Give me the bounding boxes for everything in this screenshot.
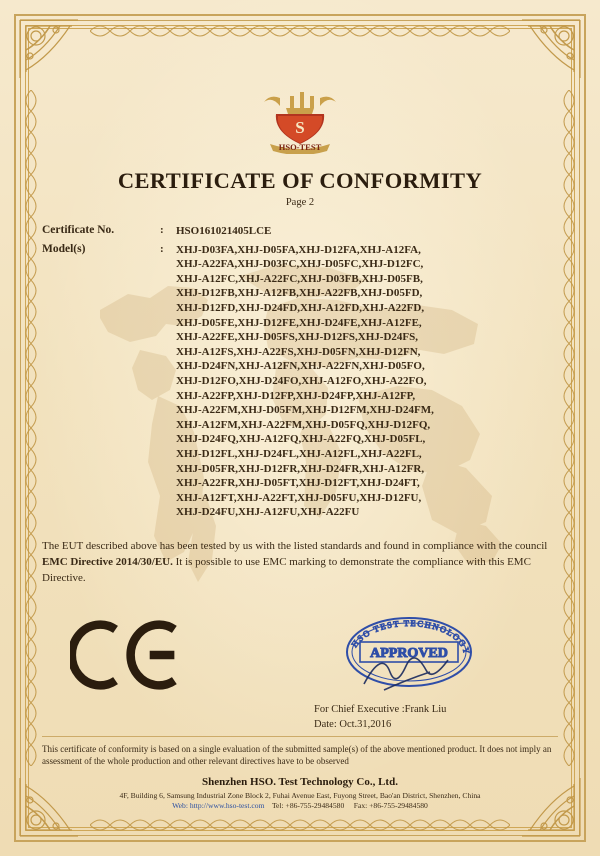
signature-date: Date: Oct.31,2016 — [314, 718, 392, 730]
model-line: XHJ-D05FR,XHJ-D12FR,XHJ-D24FR,XHJ-A12FR, — [176, 462, 425, 475]
company-address — [42, 791, 558, 812]
web-url[interactable]: http://www.hso-test.com — [189, 801, 265, 811]
model-line: XHJ-D12FD,XHJ-D24FD,XHJ-A12FD,XHJ-A22FD, — [176, 301, 425, 314]
border-pattern-left — [18, 90, 44, 766]
web-label: Web: — [172, 801, 188, 811]
svg-text:APPROVED: APPROVED — [370, 645, 448, 661]
compliance-statement — [42, 538, 558, 586]
signature-name: For Chief Executive :Frank Liu — [314, 703, 447, 715]
model-list — [176, 243, 558, 520]
statement-directive: EMC Directive 2014/30/EU. — [42, 555, 173, 568]
model-line: XHJ-D12FB,XHJ-A12FB,XHJ-A22FB,XHJ-D05FD, — [176, 287, 423, 300]
model-line: XHJ-A22FE,XHJ-D05FS,XHJ-D12FS,XHJ-D24FS, — [176, 331, 418, 344]
field-colon: : — [160, 242, 164, 255]
field-models — [42, 243, 558, 520]
telephone: Tel: +86-755-29484580 — [271, 801, 345, 811]
model-line: XHJ-A12FM,XHJ-A22FM,XHJ-D05FQ,XHJ-D12FQ, — [176, 418, 431, 431]
contact-line — [42, 801, 558, 812]
model-line: XHJ-A22FP,XHJ-D12FP,XHJ-D24FP,XHJ-A12FP, — [176, 389, 416, 402]
page-number: Page 2 — [285, 197, 315, 208]
svg-text:HSO TEST TECHNOLOGY: HSO TEST TECHNOLOGY — [349, 617, 473, 657]
field-label: Certificate No. — [42, 224, 115, 236]
logo-text: HSO-TEST — [278, 142, 322, 152]
field-label: Model(s) — [42, 242, 86, 255]
certificate-fields — [42, 224, 558, 520]
footer-divider — [42, 736, 558, 737]
footnote — [42, 743, 558, 768]
model-line: XHJ-D24FN,XHJ-A12FN,XHJ-A22FN,XHJ-D05FO, — [176, 360, 425, 373]
model-line: XHJ-A22FR,XHJ-D05FT,XHJ-D12FT,XHJ-D24FT, — [176, 477, 420, 490]
signature-lines — [314, 702, 446, 732]
address-line: 4F, Building 6, Samsung Industrial Zone Block 2, Fuhai Avenue East, Fuyong Street, Bao'an District, Shenzhen, China — [119, 790, 481, 800]
ce-mark-icon — [70, 618, 184, 697]
border-pattern-right — [556, 90, 582, 766]
field-value: HSO161021405LCE — [176, 225, 272, 237]
model-line: XHJ-D03FA,XHJ-D05FA,XHJ-D12FA,XHJ-A12FA, — [176, 243, 421, 256]
footnote-text: This certificate of conformity is based on a single evaluation of the submitted sample(s) of the above mentioned product. It does not imply an assessment of the whole production and other relevant directives have to be observed — [42, 743, 552, 767]
page-title: CERTIFICATE OF CONFORMITY — [117, 168, 483, 193]
model-line: XHJ-A22FA,XHJ-D03FC,XHJ-D05FC,XHJ-D12FC, — [176, 258, 424, 271]
hso-test-logo — [42, 88, 558, 154]
model-line: XHJ-D24FU,XHJ-A12FU,XHJ-A22FU — [176, 506, 360, 519]
statement-part-1: The EUT described above has been tested by us with the listed standards and found in compliance with the council — [42, 539, 548, 552]
approval-stamp — [324, 606, 494, 702]
svg-text:S: S — [295, 118, 305, 137]
statement-part-2: It is possible to use EMC marking to demonstrate the compliance with this EMC Directive. — [42, 555, 531, 584]
ce-and-signature-block — [42, 600, 558, 732]
field-certificate-no — [42, 224, 558, 239]
model-line: XHJ-D24FQ,XHJ-A12FQ,XHJ-A22FQ,XHJ-D05FL, — [176, 433, 426, 446]
model-line: XHJ-A12FC,XHJ-A22FC,XHJ-D03FB,XHJ-D05FB, — [176, 272, 423, 285]
fax: Fax: +86-755-29484580 — [353, 801, 428, 811]
model-line: XHJ-A12FT,XHJ-A22FT,XHJ-D05FU,XHJ-D12FU, — [176, 491, 422, 504]
model-line: XHJ-D12FO,XHJ-D24FO,XHJ-A12FO,XHJ-A22FO, — [176, 374, 427, 387]
model-line: XHJ-A22FM,XHJ-D05FM,XHJ-D12FM,XHJ-D24FM, — [176, 404, 434, 417]
field-colon: : — [160, 224, 164, 236]
model-line: XHJ-D12FL,XHJ-D24FL,XHJ-A12FL,XHJ-A22FL, — [176, 447, 422, 460]
company-name: Shenzhen HSO. Test Technology Co., Ltd. — [202, 775, 398, 788]
model-line: XHJ-D05FE,XHJ-D12FE,XHJ-D24FE,XHJ-A12FE, — [176, 316, 422, 329]
model-line: XHJ-A12FS,XHJ-A22FS,XHJ-D05FN,XHJ-D12FN, — [176, 345, 421, 358]
